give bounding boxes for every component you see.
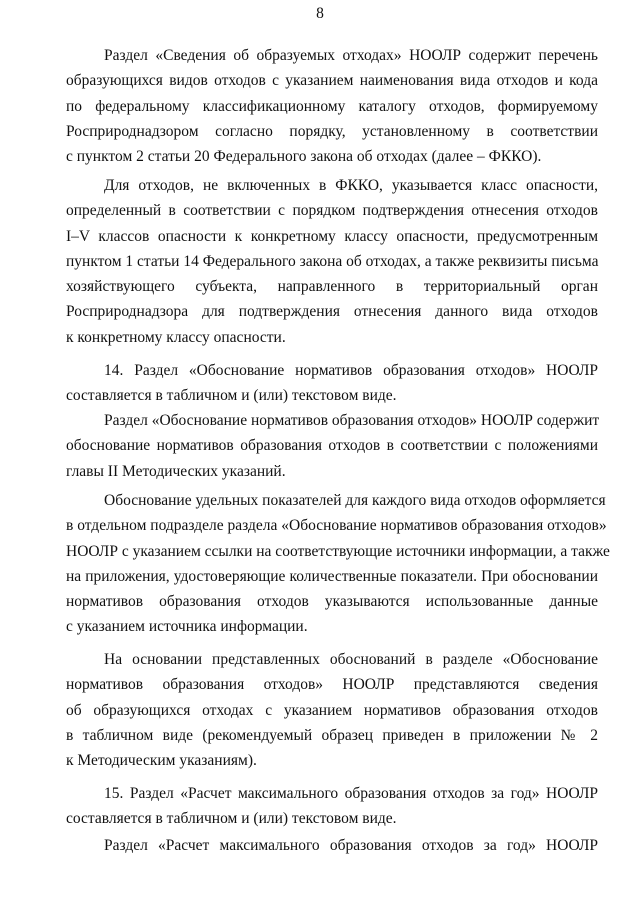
text-line: 15. Раздел «Расчет максимального образования отходов за год» НООЛР bbox=[104, 785, 598, 802]
text-line: к конкретному классу опасности. bbox=[66, 328, 286, 346]
text-line: образующихся видов отходов с указанием наименования вида отходов и кода bbox=[66, 72, 598, 90]
text-line: Росприроднадзором согласно порядку, установленному в соответствии bbox=[66, 122, 598, 140]
text-line: Росприроднадзора для подтверждения отнесения данного вида отходов bbox=[66, 303, 598, 321]
text-line: Раздел «Сведения об образуемых отходах» НООЛР содержит перечень bbox=[104, 47, 598, 64]
text-line: Для отходов, не включенных в ФККО, указывается класс опасности, bbox=[104, 177, 598, 194]
text-line: к Методическим указаниям). bbox=[66, 752, 257, 770]
text-line: пунктом 1 статьи 14 Федерального закона об отходах, а также реквизиты письма bbox=[66, 252, 599, 270]
text-line: НООЛР с указанием ссылки на соответствующие источники информации, а также bbox=[66, 542, 610, 560]
paragraph-item-15 bbox=[66, 781, 598, 832]
text-line: Раздел «Обоснование нормативов образования отходов» НООЛР содержит bbox=[104, 412, 600, 429]
text-line: главы II Методических указаний. bbox=[66, 462, 286, 480]
text-line: по федеральному классификационному каталогу отходов, формируемому bbox=[66, 97, 598, 115]
text-line: в отдельном подразделе раздела «Обоснование нормативов образования отходов» bbox=[66, 517, 607, 535]
text-line: Обоснование удельных показателей для каждого вида отходов оформляется bbox=[104, 492, 606, 509]
text-line: составляется в табличном и (или) текстовом виде. bbox=[66, 387, 397, 405]
text-line: определенный в соответствии с порядком подтверждения отнесения отходов bbox=[66, 202, 598, 220]
paragraph-tabular-info bbox=[66, 647, 598, 773]
paragraph-specific-indicators bbox=[66, 488, 610, 640]
text-line: хозяйствующего субъекта, направленного в территориальный орган bbox=[66, 278, 598, 296]
text-line: I–V классов опасности к конкретному классу опасности, предусмотренным bbox=[66, 227, 598, 245]
paragraph-waste-info-section bbox=[66, 43, 598, 169]
text-line: об образующихся отходах с указанием нормативов образования отходов bbox=[66, 701, 598, 719]
paragraph-item-14 bbox=[66, 358, 598, 409]
text-line: с пунктом 2 статьи 20 Федерального закона об отходах (далее – ФККО). bbox=[66, 148, 542, 166]
text-line: в табличном виде (рекомендуемый образец приведен в приложении № 2 bbox=[66, 726, 598, 744]
text-line: нормативов образования отходов» НООЛР представляются сведения bbox=[66, 676, 598, 694]
paragraph-justification-section bbox=[66, 408, 598, 484]
paragraph-hazard-class bbox=[66, 173, 598, 350]
page-number: 8 bbox=[316, 5, 324, 22]
text-line: обоснование нормативов образования отходов в соответствии с положениями bbox=[66, 437, 598, 455]
text-line: нормативов образования отходов указываются использованные данные bbox=[66, 593, 598, 611]
text-line: 14. Раздел «Обоснование нормативов образования отходов» НООЛР bbox=[104, 362, 598, 379]
text-line: с указанием источника информации. bbox=[66, 618, 308, 636]
text-line: составляется в табличном и (или) текстовом виде. bbox=[66, 810, 397, 828]
text-line: На основании представленных обоснований в разделе «Обоснование bbox=[104, 651, 598, 668]
text-line: на приложения, удостоверяющие количественные показатели. При обосновании bbox=[66, 567, 598, 585]
paragraph-max-generation bbox=[66, 833, 598, 858]
text-line: Раздел «Расчет максимального образования отходов за год» НООЛР bbox=[104, 837, 598, 854]
